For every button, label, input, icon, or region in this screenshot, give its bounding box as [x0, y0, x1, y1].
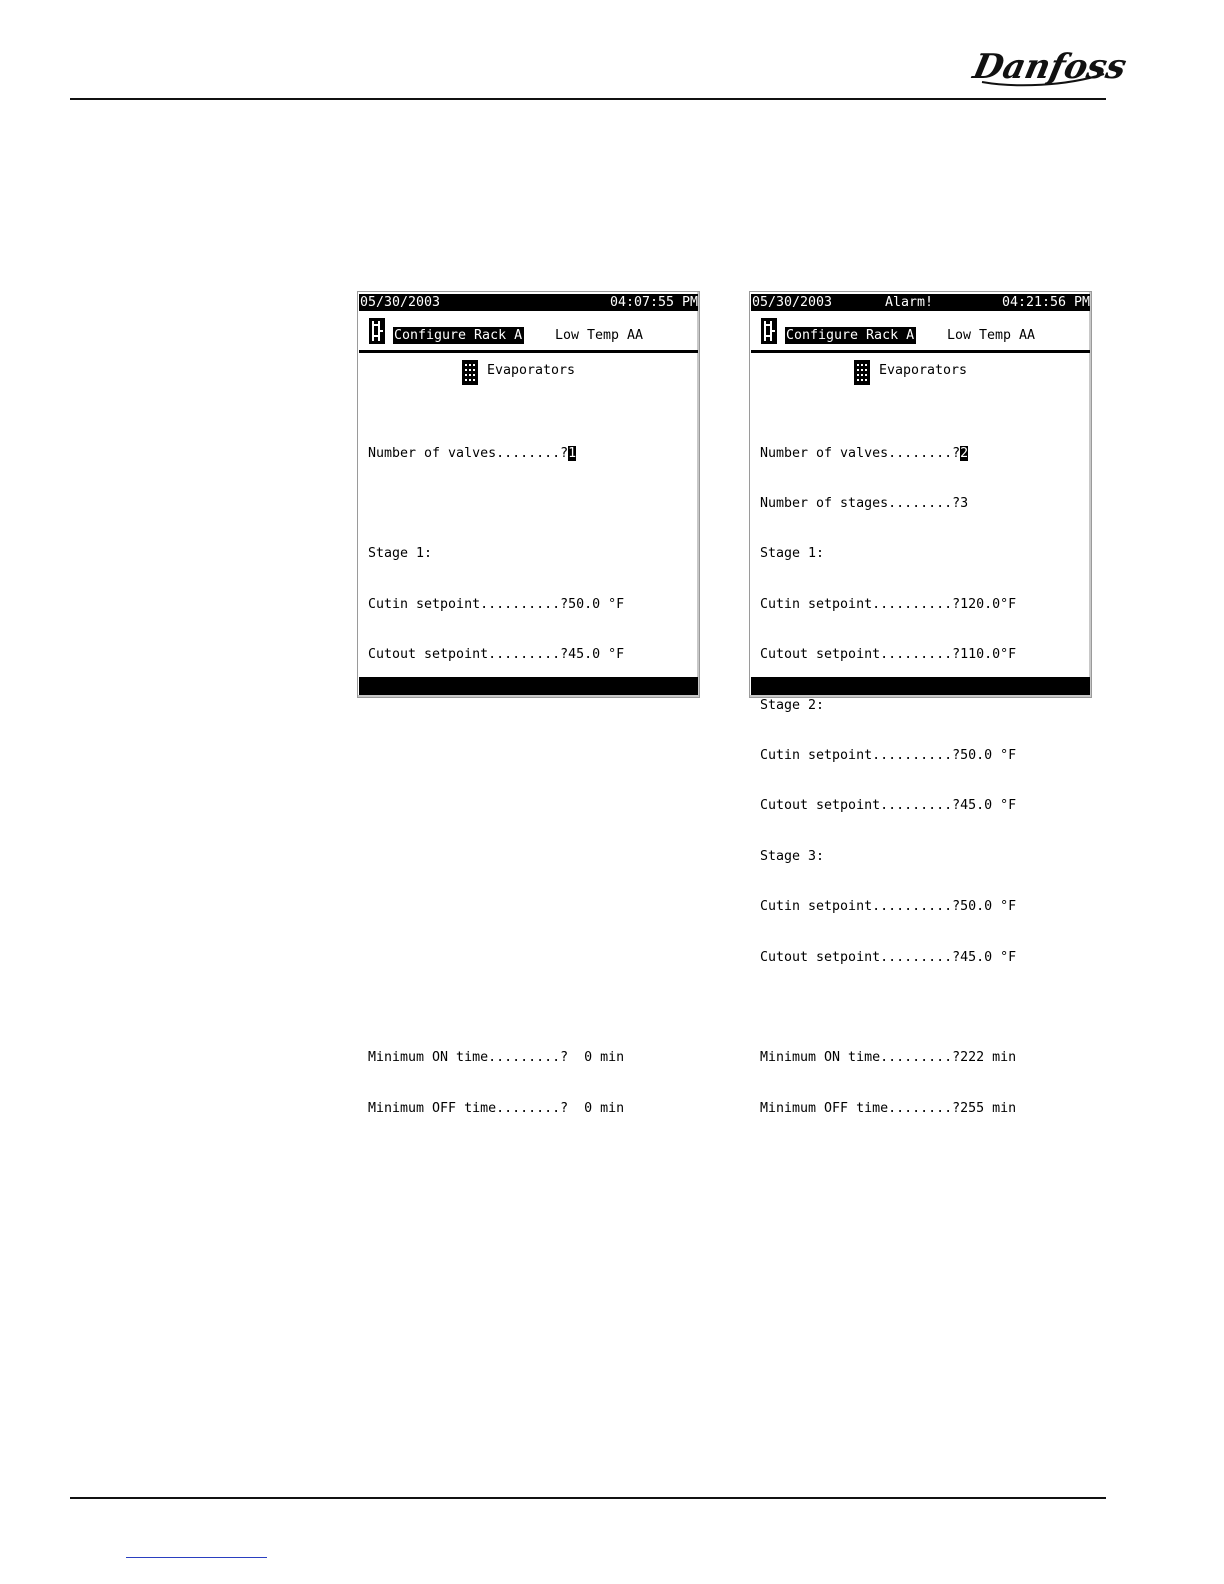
- rack-name: Low Temp AA: [555, 328, 644, 343]
- status-time: 04:21:56 PM: [1001, 295, 1090, 310]
- section-title: Evaporators: [879, 363, 968, 378]
- setting-line: Stage 1:: [760, 546, 825, 562]
- status-time: 04:07:55 PM: [609, 295, 698, 310]
- header-rule: [70, 98, 1106, 100]
- rack-icon: [761, 318, 777, 344]
- setting-line: Stage 3:: [760, 848, 825, 864]
- setting-line[interactable]: Number of valves........?2: [760, 445, 969, 461]
- status-date: 05/30/2003: [752, 295, 833, 310]
- settings-list: [760, 412, 1016, 1151]
- menu-title[interactable]: Configure Rack A: [394, 328, 523, 343]
- setting-line: [760, 1000, 1016, 1017]
- edit-cursor[interactable]: 2: [960, 445, 969, 461]
- evaporator-icon: [854, 360, 870, 385]
- terminal-screen-right: [749, 291, 1092, 1116]
- status-bar: [359, 294, 698, 311]
- setting-line[interactable]: Cutout setpoint.........?110.0°F: [760, 647, 1017, 663]
- terminal-screen-left: [357, 291, 700, 1116]
- footer-rule: [70, 1497, 1106, 1499]
- setting-line[interactable]: Number of valves........?1: [368, 445, 577, 461]
- footer-link-underline[interactable]: [126, 1557, 267, 1558]
- header-divider: [359, 350, 698, 353]
- setting-line[interactable]: Cutin setpoint..........?120.0°F: [760, 596, 1017, 612]
- status-alarm: Alarm!: [885, 295, 934, 310]
- setting-line[interactable]: Cutout setpoint.........?45.0 °F: [760, 949, 1017, 965]
- setting-line[interactable]: Cutout setpoint.........?45.0 °F: [368, 647, 625, 663]
- status-date: 05/30/2003: [360, 295, 441, 310]
- setting-line[interactable]: Minimum OFF time........? 0 min: [368, 1100, 625, 1116]
- rack-name: Low Temp AA: [947, 328, 1036, 343]
- setting-line: Stage 1:: [368, 546, 433, 562]
- setting-line[interactable]: Minimum OFF time........?255 min: [760, 1100, 1017, 1116]
- setting-line[interactable]: Cutin setpoint..........?50.0 °F: [368, 596, 625, 612]
- setting-line: [368, 1000, 624, 1017]
- setting-line[interactable]: Number of stages........?3: [760, 495, 969, 511]
- setting-line: [368, 950, 624, 967]
- evaporator-icon: [462, 360, 478, 385]
- setting-line[interactable]: Cutin setpoint..........?50.0 °F: [760, 747, 1017, 763]
- settings-list: [368, 412, 624, 1151]
- setting-line: Stage 2:: [760, 697, 825, 713]
- bottom-bar: [359, 677, 698, 695]
- setting-line[interactable]: Cutin setpoint..........?50.0 °F: [760, 899, 1017, 915]
- setting-line[interactable]: Minimum ON time.........?222 min: [760, 1050, 1017, 1066]
- section-title: Evaporators: [487, 363, 576, 378]
- status-bar: [751, 294, 1090, 311]
- setting-line: [368, 849, 624, 866]
- setting-line: [368, 496, 624, 513]
- menu-title[interactable]: Configure Rack A: [786, 328, 915, 343]
- setting-line: [368, 748, 624, 765]
- setting-line: [368, 698, 624, 715]
- header-divider: [751, 350, 1090, 353]
- danfoss-logo: [969, 38, 1130, 90]
- bottom-bar: [751, 677, 1090, 695]
- svg-text:Danfoss: Danfoss: [969, 47, 1130, 87]
- setting-line: [368, 899, 624, 916]
- setting-line[interactable]: Cutout setpoint.........?45.0 °F: [760, 798, 1017, 814]
- rack-icon: [369, 318, 385, 344]
- setting-line: [368, 798, 624, 815]
- edit-cursor[interactable]: 1: [568, 445, 577, 461]
- setting-line[interactable]: Minimum ON time.........? 0 min: [368, 1050, 625, 1066]
